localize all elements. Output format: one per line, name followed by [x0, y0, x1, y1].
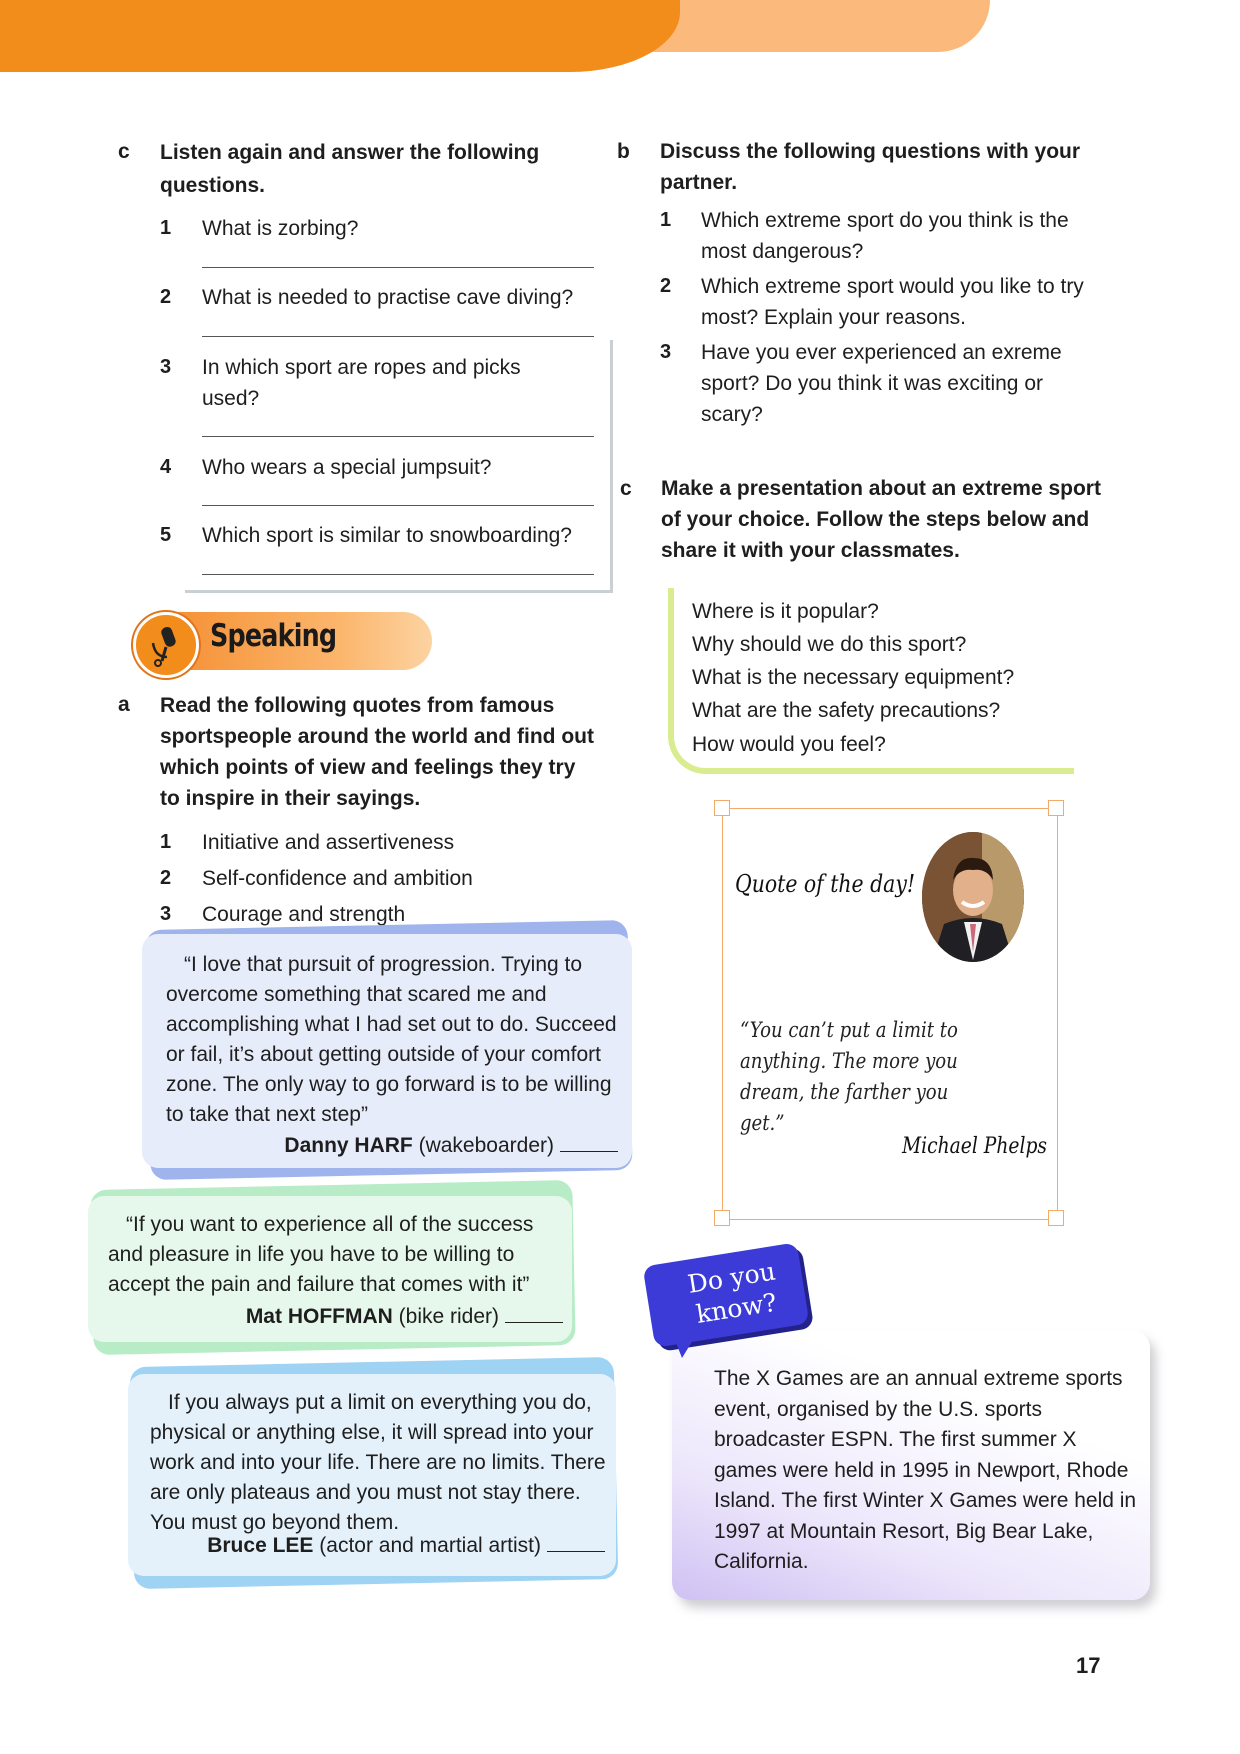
quote-text: “If you want to experience all of the success and pleasure in life you have to be willing to accept the pain and failure that comes with it” [108, 1213, 534, 1296]
step-item: Why should we do this sport? [692, 633, 967, 656]
quote-role: (actor and martial artist) [319, 1534, 541, 1557]
option-text: Self-confidence and ambition [202, 867, 473, 890]
question-text: Have you ever experienced an exreme sport? Do you think it was exciting or scary? [701, 341, 1062, 426]
option-number: 3 [160, 903, 172, 925]
step-item: Where is it popular? [692, 600, 879, 623]
portrait-photo [922, 832, 1024, 962]
quote-attribution [108, 1302, 563, 1332]
question-text: Which extreme sport do you think is the most dangerous? [701, 209, 1069, 263]
question-number: 3 [660, 341, 672, 363]
question-number: 2 [660, 275, 672, 297]
answer-line[interactable] [202, 574, 594, 575]
answer-line[interactable] [202, 336, 594, 337]
speaking-title: Speaking [210, 618, 337, 654]
microphone-icon [133, 612, 199, 678]
quote-of-day-author: Michael Phelps [902, 1134, 1048, 1159]
section-letter: c [620, 477, 632, 500]
step-item: How would you feel? [692, 733, 886, 756]
question-text: What is needed to practise cave diving? [202, 286, 574, 309]
quote-attribution [166, 1131, 618, 1161]
quote-answer-blank[interactable] [547, 1551, 605, 1552]
option-number: 2 [160, 867, 172, 889]
discuss-instruction: Discuss the following questions with your partner. [660, 140, 1081, 194]
frame-corner [1048, 800, 1064, 816]
question-text: Which sport is similar to snowboarding? [202, 524, 572, 547]
question-text: Who wears a special jumpsuit? [202, 456, 492, 479]
frame-corner [714, 800, 730, 816]
option-text: Courage and strength [202, 903, 406, 926]
listening-instruction: Listen again and answer the following questions. [160, 141, 540, 197]
frame-corner [714, 1210, 730, 1226]
question-number: 4 [160, 456, 172, 478]
quote-answer-blank[interactable] [505, 1322, 563, 1323]
quote-text: If you always put a limit on everything you do, physical or anything else, it will spread into your work and into your life. There are no limits. There are only plateaus and you must not stay there. You must go beyond them. [150, 1391, 606, 1534]
answer-line[interactable] [202, 436, 594, 437]
question-number: 5 [160, 524, 172, 546]
quote-of-day-text: “You can’t put a limit to anything. The more you dream, the farther you get.” [740, 1018, 958, 1135]
quote-answer-blank[interactable] [560, 1151, 618, 1152]
presentation-instruction: Make a presentation about an extreme sport of your choice. Follow the steps below and share it with your classmates. [661, 477, 1101, 562]
quote-author: Mat HOFFMAN [245, 1305, 393, 1328]
question-text: What is zorbing? [202, 217, 359, 240]
question-number: 1 [160, 217, 172, 239]
question-text: Which extreme sport would you like to try most? Explain your reasons. [701, 275, 1084, 329]
quote-role: (bike rider) [398, 1305, 499, 1328]
quote-author: Danny HARF [284, 1134, 413, 1157]
quote-author: Bruce LEE [207, 1534, 314, 1557]
step-item: What are the safety precautions? [692, 699, 1001, 722]
fact-text: The X Games are an annual extreme sports event, organised by the U.S. sports broadcaster ESPN. The first summer X games were held in 1995 in Newport, Rhode Island. The first Winter X Games were held in 1997 at Mountain Resort, Big Bear Lake, California. [714, 1367, 1137, 1573]
section-letter: c [118, 140, 130, 163]
header-band [0, 0, 680, 72]
option-text: Initiative and assertiveness [202, 831, 455, 854]
step-item: What is the necessary equipment? [692, 666, 1015, 689]
quote-of-day-title: Quote of the day! [735, 870, 916, 898]
frame-corner [1048, 1210, 1064, 1226]
section-letter: b [617, 140, 630, 163]
answer-line[interactable] [202, 505, 594, 506]
question-number: 1 [660, 209, 672, 231]
quote-attribution [150, 1531, 605, 1561]
quote-text: “I love that pursuit of progression. Trying to overcome something that scared me and accomplishing what I had set out to do. Succeed or fail, it’s about getting outside of your comfort zone. The only way to go forward is to be willing to take that next step” [166, 953, 617, 1126]
page-number: 17 [1076, 1653, 1101, 1678]
question-number: 3 [160, 356, 172, 378]
section-letter: a [118, 693, 130, 716]
speaking-instruction: Read the following quotes from famous sportspeople around the world and find out which points of view and feelings they try to inspire in their sayings. [160, 694, 594, 810]
answer-line[interactable] [202, 267, 594, 268]
question-number: 2 [160, 286, 172, 308]
do-you-know-title: Do you know? [685, 1256, 779, 1329]
option-number: 1 [160, 831, 172, 853]
question-text: In which sport are ropes and picks used? [202, 356, 521, 410]
quote-role: (wakeboarder) [418, 1134, 554, 1157]
